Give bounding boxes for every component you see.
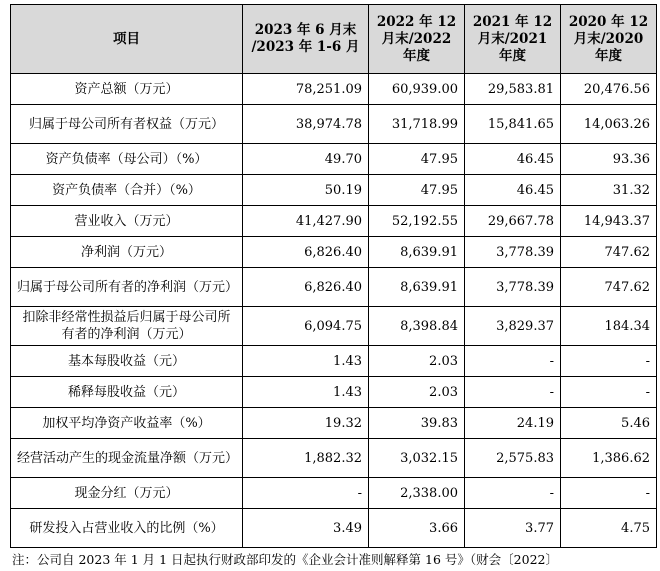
cell-value: 14,063.26: [561, 105, 657, 144]
cell-value: 60,939.00: [369, 74, 465, 105]
cell-value: -: [465, 346, 561, 377]
cell-value: 49.70: [243, 144, 369, 175]
cell-value: 39.83: [369, 408, 465, 439]
cell-value: 20,476.56: [561, 74, 657, 105]
table-footnote: 注：公司自 2023 年 1 月 1 日起执行财政部印发的《企业会计准则解释第 16 号》（财会〔2022〕: [12, 552, 558, 567]
cell-value: 3.49: [243, 509, 369, 548]
column-header-2021: 2021 年 12 月末/2021 年度: [465, 5, 561, 74]
row-label: 基本每股收益（元）: [11, 346, 243, 377]
cell-value: 93.36: [561, 144, 657, 175]
cell-value: 1.43: [243, 377, 369, 408]
cell-value: 3,829.37: [465, 307, 561, 346]
cell-value: -: [243, 478, 369, 509]
row-label: 稀释每股收益（元）: [11, 377, 243, 408]
table-row: [11, 105, 657, 144]
column-header-2020: 2020 年 12 月末/2020 年度: [561, 5, 657, 74]
cell-value: 2,575.83: [465, 439, 561, 478]
row-label: 研发投入占营业收入的比例（%）: [11, 509, 243, 548]
table-row: [11, 346, 657, 377]
cell-value: 3.66: [369, 509, 465, 548]
cell-value: 6,094.75: [243, 307, 369, 346]
row-label: 归属于母公司所有者权益（万元）: [11, 105, 243, 144]
cell-value: 29,583.81: [465, 74, 561, 105]
cell-value: 1,882.32: [243, 439, 369, 478]
cell-value: 3,778.39: [465, 268, 561, 307]
row-label: 现金分红（万元）: [11, 478, 243, 509]
cell-value: 78,251.09: [243, 74, 369, 105]
table-row: [11, 377, 657, 408]
cell-value: 50.19: [243, 175, 369, 206]
cell-value: 47.95: [369, 175, 465, 206]
cell-value: -: [561, 478, 657, 509]
row-label: 加权平均净资产收益率（%）: [11, 408, 243, 439]
table-row: [11, 237, 657, 268]
cell-value: 31.32: [561, 175, 657, 206]
row-label: 归属于母公司所有者的净利润（万元）: [11, 268, 243, 307]
row-label: 经营活动产生的现金流量净额（万元）: [11, 439, 243, 478]
cell-value: 6,826.40: [243, 268, 369, 307]
cell-value: 24.19: [465, 408, 561, 439]
cell-value: 15,841.65: [465, 105, 561, 144]
cell-value: -: [465, 377, 561, 408]
cell-value: 46.45: [465, 175, 561, 206]
cell-value: 41,427.90: [243, 206, 369, 237]
cell-value: 1.43: [243, 346, 369, 377]
cell-value: 747.62: [561, 237, 657, 268]
cell-value: 52,192.55: [369, 206, 465, 237]
cell-value: 6,826.40: [243, 237, 369, 268]
table-row: [11, 509, 657, 548]
table-header-row: [11, 5, 657, 74]
table-row: [11, 206, 657, 237]
cell-value: 19.32: [243, 408, 369, 439]
column-header-2023h1: 2023 年 6 月末 /2023 年 1-6 月: [243, 5, 369, 74]
cell-value: 2.03: [369, 377, 465, 408]
cell-value: 47.95: [369, 144, 465, 175]
cell-value: 2.03: [369, 346, 465, 377]
cell-value: -: [561, 346, 657, 377]
column-header-2022: 2022 年 12 月末/2022 年度: [369, 5, 465, 74]
cell-value: 31,718.99: [369, 105, 465, 144]
cell-value: 3,032.15: [369, 439, 465, 478]
row-label: 扣除非经常性损益后归属于母公司所有者的净利润（万元）: [11, 307, 243, 346]
cell-value: 46.45: [465, 144, 561, 175]
table-row: [11, 268, 657, 307]
table-row: [11, 175, 657, 206]
table-row: [11, 144, 657, 175]
cell-value: 4.75: [561, 509, 657, 548]
cell-value: 3,778.39: [465, 237, 561, 268]
cell-value: 38,974.78: [243, 105, 369, 144]
table-row: [11, 408, 657, 439]
cell-value: 29,667.78: [465, 206, 561, 237]
cell-value: 8,398.84: [369, 307, 465, 346]
table-row: [11, 439, 657, 478]
row-label: 净利润（万元）: [11, 237, 243, 268]
cell-value: 5.46: [561, 408, 657, 439]
cell-value: 14,943.37: [561, 206, 657, 237]
row-label: 资产负债率（母公司）（%）: [11, 144, 243, 175]
cell-value: 8,639.91: [369, 268, 465, 307]
cell-value: 1,386.62: [561, 439, 657, 478]
cell-value: 747.62: [561, 268, 657, 307]
column-header-item: 项目: [11, 5, 243, 74]
row-label: 资产负债率（合并）（%）: [11, 175, 243, 206]
row-label: 营业收入（万元）: [11, 206, 243, 237]
table-row: [11, 307, 657, 346]
table-row: [11, 74, 657, 105]
cell-value: -: [465, 478, 561, 509]
cell-value: 184.34: [561, 307, 657, 346]
table-row: [11, 478, 657, 509]
financial-data-table: [10, 4, 657, 548]
row-label: 资产总额（万元）: [11, 74, 243, 105]
cell-value: 8,639.91: [369, 237, 465, 268]
cell-value: -: [561, 377, 657, 408]
cell-value: 3.77: [465, 509, 561, 548]
cell-value: 2,338.00: [369, 478, 465, 509]
